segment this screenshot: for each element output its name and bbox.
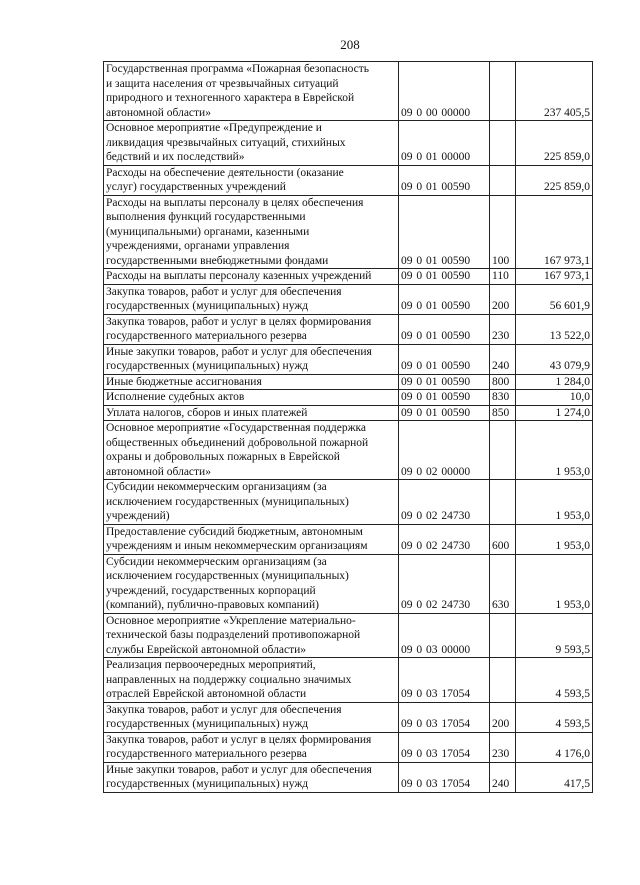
target-article-code-cell: 09 0 03 17054 <box>399 762 490 792</box>
target-article-code-cell: 09 0 02 00000 <box>399 421 490 480</box>
target-article-code-cell: 09 0 03 17054 <box>399 732 490 762</box>
expense-type-code-cell <box>490 421 516 480</box>
expense-type-code-cell: 800 <box>490 374 516 390</box>
expense-type-code-cell <box>490 121 516 166</box>
expense-name-cell: Субсидии некоммерческим организациям (за исключением государственных (муниципальных) учреждений, государственных корпораций (компаний), публично-правовых компаний) <box>104 554 399 613</box>
target-article-code-cell: 09 0 01 00590 <box>399 165 490 195</box>
page-number: 208 <box>340 37 360 52</box>
target-article-code-cell: 09 0 01 00590 <box>399 284 490 314</box>
expense-name-cell: Закупка товаров, работ и услуг для обеспечения государственных (муниципальных) нужд <box>104 284 399 314</box>
target-article-code-cell: 09 0 02 24730 <box>399 554 490 613</box>
amount-cell: 1 953,0 <box>516 554 593 613</box>
expense-name-cell: Уплата налогов, сборов и иных платежей <box>104 405 399 421</box>
amount-cell: 1 953,0 <box>516 480 593 525</box>
expense-name-cell: Исполнение судебных актов <box>104 390 399 406</box>
target-article-code-cell: 09 0 01 00590 <box>399 195 490 269</box>
table-row <box>104 613 593 658</box>
table-row <box>104 524 593 554</box>
amount-cell: 225 859,0 <box>516 121 593 166</box>
table-row <box>104 195 593 269</box>
expense-name-cell: Закупка товаров, работ и услуг в целях формирования государственного материального резерва <box>104 732 399 762</box>
amount-cell: 237 405,5 <box>516 62 593 121</box>
table-row <box>104 62 593 121</box>
expense-name-cell: Основное мероприятие «Предупреждение и ликвидация чрезвычайных ситуаций, стихийных бедствий и их последствий» <box>104 121 399 166</box>
target-article-code-cell: 09 0 01 00000 <box>399 121 490 166</box>
expense-name-cell: Иные бюджетные ассигнования <box>104 374 399 390</box>
expense-type-code-cell: 240 <box>490 762 516 792</box>
amount-cell: 1 284,0 <box>516 374 593 390</box>
amount-cell: 417,5 <box>516 762 593 792</box>
amount-cell: 13 522,0 <box>516 314 593 344</box>
table-row <box>104 480 593 525</box>
expense-name-cell: Расходы на выплаты персоналу в целях обеспечения выполнения функций государственными (муниципальными) органами, казенными учреждениями, органами управления государственными внебюджетными фондами <box>104 195 399 269</box>
expense-name-cell: Иные закупки товаров, работ и услуг для обеспечения государственных (муниципальных) нужд <box>104 344 399 374</box>
expense-type-code-cell: 630 <box>490 554 516 613</box>
expense-name-cell: Закупка товаров, работ и услуг для обеспечения государственных (муниципальных) нужд <box>104 702 399 732</box>
table-row <box>104 390 593 406</box>
table-row <box>104 405 593 421</box>
target-article-code-cell: 09 0 00 00000 <box>399 62 490 121</box>
expense-type-code-cell: 110 <box>490 269 516 285</box>
target-article-code-cell: 09 0 02 24730 <box>399 480 490 525</box>
amount-cell: 4 593,5 <box>516 702 593 732</box>
amount-cell: 56 601,9 <box>516 284 593 314</box>
expense-type-code-cell: 830 <box>490 390 516 406</box>
amount-cell: 4 176,0 <box>516 732 593 762</box>
expense-type-code-cell: 230 <box>490 732 516 762</box>
table-row <box>104 269 593 285</box>
table-row <box>104 762 593 792</box>
target-article-code-cell: 09 0 01 00590 <box>399 374 490 390</box>
expense-name-cell: Расходы на обеспечение деятельности (оказание услуг) государственных учреждений <box>104 165 399 195</box>
expense-type-code-cell <box>490 613 516 658</box>
expense-type-code-cell: 200 <box>490 284 516 314</box>
amount-cell: 167 973,1 <box>516 269 593 285</box>
target-article-code-cell: 09 0 01 00590 <box>399 344 490 374</box>
table-row <box>104 121 593 166</box>
table-row <box>104 732 593 762</box>
expense-name-cell: Иные закупки товаров, работ и услуг для обеспечения государственных (муниципальных) нужд <box>104 762 399 792</box>
target-article-code-cell: 09 0 02 24730 <box>399 524 490 554</box>
expense-type-code-cell <box>490 658 516 703</box>
expense-type-code-cell: 850 <box>490 405 516 421</box>
amount-cell: 225 859,0 <box>516 165 593 195</box>
table-row <box>104 374 593 390</box>
target-article-code-cell: 09 0 01 00590 <box>399 269 490 285</box>
amount-cell: 9 593,5 <box>516 613 593 658</box>
target-article-code-cell: 09 0 01 00590 <box>399 390 490 406</box>
expense-type-code-cell: 240 <box>490 344 516 374</box>
expense-type-code-cell <box>490 480 516 525</box>
expense-name-cell: Предоставление субсидий бюджетным, автономным учреждениям и иным некоммерческим организациям <box>104 524 399 554</box>
expense-name-cell: Субсидии некоммерческим организациям (за исключением государственных (муниципальных) учреждений) <box>104 480 399 525</box>
table-row <box>104 314 593 344</box>
budget-table <box>103 61 593 793</box>
expense-name-cell: Закупка товаров, работ и услуг в целях формирования государственного материального резерва <box>104 314 399 344</box>
amount-cell: 1 953,0 <box>516 421 593 480</box>
amount-cell: 43 079,9 <box>516 344 593 374</box>
expense-name-cell: Основное мероприятие «Укрепление материально- технической базы подразделений противопожарной службы Еврейской автономной области» <box>104 613 399 658</box>
expense-name-cell: Основное мероприятие «Государственная поддержка общественных объединений добровольной пожарной охраны и добровольных пожарных в Еврейской автономной области» <box>104 421 399 480</box>
target-article-code-cell: 09 0 01 00590 <box>399 405 490 421</box>
amount-cell: 1 953,0 <box>516 524 593 554</box>
target-article-code-cell: 09 0 03 00000 <box>399 613 490 658</box>
table-row <box>104 658 593 703</box>
expense-type-code-cell: 600 <box>490 524 516 554</box>
expense-type-code-cell <box>490 165 516 195</box>
expense-name-cell: Расходы на выплаты персоналу казенных учреждений <box>104 269 399 285</box>
budget-table-body <box>104 62 593 793</box>
expense-type-code-cell: 100 <box>490 195 516 269</box>
expense-name-cell: Реализация первоочередных мероприятий, направленных на поддержку социально значимых отраслей Еврейской автономной области <box>104 658 399 703</box>
amount-cell: 167 973,1 <box>516 195 593 269</box>
expense-type-code-cell: 200 <box>490 702 516 732</box>
table-row <box>104 284 593 314</box>
target-article-code-cell: 09 0 03 17054 <box>399 658 490 703</box>
table-row <box>104 421 593 480</box>
table-row <box>104 554 593 613</box>
table-row <box>104 165 593 195</box>
expense-type-code-cell <box>490 62 516 121</box>
expense-type-code-cell: 230 <box>490 314 516 344</box>
target-article-code-cell: 09 0 03 17054 <box>399 702 490 732</box>
expense-name-cell: Государственная программа «Пожарная безопасность и защита населения от чрезвычайных ситуаций природного и техногенного характера в Еврейской автономной области» <box>104 62 399 121</box>
target-article-code-cell: 09 0 01 00590 <box>399 314 490 344</box>
table-row <box>104 702 593 732</box>
amount-cell: 4 593,5 <box>516 658 593 703</box>
amount-cell: 10,0 <box>516 390 593 406</box>
table-row <box>104 344 593 374</box>
amount-cell: 1 274,0 <box>516 405 593 421</box>
